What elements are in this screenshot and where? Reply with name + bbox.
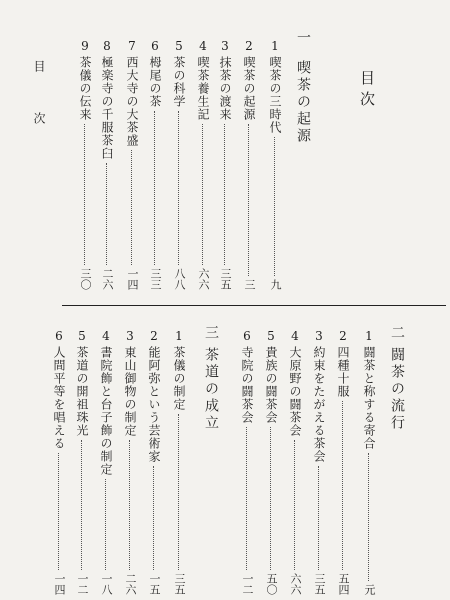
- toc-entry: [194, 40, 212, 290]
- entry-page-number: 三: [243, 279, 256, 290]
- entry-number: 5: [267, 329, 275, 343]
- entry-page-number: 一二: [76, 573, 89, 595]
- toc-entry: [73, 330, 91, 595]
- entry-page-number: 一四: [53, 573, 66, 595]
- entry-title: 茶道の開祖珠光: [75, 346, 89, 437]
- entry-number: 8: [103, 39, 111, 53]
- entry-page-number: 八八: [173, 268, 186, 290]
- entry-number: 2: [245, 39, 253, 53]
- entry-title: 茶の科学: [172, 56, 186, 108]
- entry-title: 極楽寺の千服茶臼: [100, 56, 114, 160]
- entry-page-number: 一二: [241, 573, 254, 595]
- entry-number: 3: [315, 329, 323, 343]
- toc-entry: [334, 330, 352, 595]
- entry-title: 人間平等を唱える: [52, 346, 66, 450]
- entry-title: 四種十服: [336, 346, 350, 398]
- leader-dots: [274, 137, 275, 276]
- entry-number: 5: [175, 39, 183, 53]
- section-divider: [62, 305, 446, 306]
- leader-dots: [131, 150, 132, 265]
- running-head-text: 目次: [32, 60, 46, 164]
- toc-entry: [170, 40, 188, 290]
- entry-title: 喫茶養生記: [196, 56, 210, 121]
- entry-title: 闘茶と称する寄合: [362, 346, 376, 450]
- entry-page-number: 三三: [149, 268, 162, 290]
- toc-entry: [262, 330, 280, 595]
- toc-entry: [240, 40, 258, 290]
- section-title: 茶道の成立: [203, 347, 219, 432]
- entry-title: 茶儀の制定: [172, 346, 186, 411]
- entry-page-number: 二六: [124, 573, 137, 595]
- toc-entry: [97, 330, 115, 595]
- entry-number: 6: [243, 329, 251, 343]
- entry-page-number: 元: [363, 584, 376, 595]
- leader-dots: [224, 124, 225, 265]
- leader-dots: [81, 440, 82, 570]
- toc-entry: [145, 330, 163, 595]
- entry-number: 1: [175, 329, 183, 343]
- toc-entry: [266, 40, 284, 290]
- leader-dots: [246, 427, 247, 570]
- entry-page-number: 五〇: [265, 573, 278, 595]
- leader-dots: [178, 414, 179, 570]
- section-number: 三: [203, 325, 219, 342]
- entry-number: 4: [199, 39, 207, 53]
- leader-dots: [106, 163, 107, 265]
- section-title: 闘茶の流行: [389, 347, 405, 432]
- leader-dots: [294, 440, 295, 570]
- leader-dots: [105, 479, 106, 570]
- toc-entry: [310, 330, 328, 595]
- toc-entry: [50, 330, 68, 595]
- leader-dots: [58, 453, 59, 570]
- entry-page-number: 六六: [289, 573, 302, 595]
- entry-page-number: 六六: [197, 268, 210, 290]
- entry-page-number: 三五: [313, 573, 326, 595]
- entry-title: 栂尾の茶: [148, 56, 162, 108]
- entry-title: 寺院の闘茶会: [240, 346, 254, 424]
- page-title: [358, 70, 376, 116]
- entry-title: 喫茶の三時代: [268, 56, 282, 134]
- entry-page-number: 九: [269, 279, 282, 290]
- entry-title: 茶儀の伝来: [78, 56, 92, 121]
- leader-dots: [248, 124, 249, 276]
- entry-page-number: 一八: [100, 573, 113, 595]
- section-title: 喫茶の起源: [295, 60, 311, 145]
- entry-page-number: 三〇: [79, 268, 92, 290]
- entry-number: 1: [365, 329, 373, 343]
- entry-number: 3: [126, 329, 134, 343]
- toc-entry: [98, 40, 116, 290]
- running-head: [30, 60, 48, 168]
- toc-entry: [121, 330, 139, 595]
- entry-number: 3: [221, 39, 229, 53]
- leader-dots: [129, 440, 130, 570]
- entry-number: 1: [271, 39, 279, 53]
- entry-number: 6: [151, 39, 159, 53]
- leader-dots: [368, 453, 369, 581]
- section-number: 二: [389, 325, 405, 342]
- entry-title: 喫茶の起源: [242, 56, 256, 121]
- leader-dots: [318, 466, 319, 570]
- leader-dots: [178, 111, 179, 265]
- entry-page-number: 二六: [101, 268, 114, 290]
- entry-number: 2: [150, 329, 158, 343]
- entry-title: 約束をたがえる茶会: [312, 346, 326, 463]
- section-number: 一: [295, 30, 311, 47]
- entry-title: 貴族の闘茶会: [264, 346, 278, 424]
- leader-dots: [270, 427, 271, 570]
- page-title-text: 目次: [358, 70, 376, 112]
- leader-dots: [202, 124, 203, 265]
- entry-number: 6: [55, 329, 63, 343]
- entry-page-number: 一五: [148, 573, 161, 595]
- entry-page-number: 三五: [173, 573, 186, 595]
- toc-entry: [76, 40, 94, 290]
- entry-number: 7: [128, 39, 136, 53]
- toc-entry: [216, 40, 234, 290]
- entry-title: 東山御物の制定: [123, 346, 137, 437]
- entry-title: 西大寺の大茶盛: [125, 56, 139, 147]
- entry-number: 9: [81, 39, 89, 53]
- entry-number: 4: [102, 329, 110, 343]
- leader-dots: [342, 401, 343, 570]
- entry-number: 5: [78, 329, 86, 343]
- entry-number: 2: [339, 329, 347, 343]
- leader-dots: [154, 111, 155, 265]
- toc-entry: [146, 40, 164, 290]
- entry-title: 能阿弥という芸術家: [147, 346, 161, 463]
- entry-number: 4: [291, 329, 299, 343]
- toc-entry: [360, 330, 378, 595]
- toc-entry: [123, 40, 141, 290]
- toc-entry: [170, 330, 188, 595]
- entry-page-number: 一四: [126, 268, 139, 290]
- leader-dots: [84, 124, 85, 265]
- entry-title: 書院飾と台子飾の制定: [99, 346, 113, 476]
- entry-page-number: 五四: [337, 573, 350, 595]
- toc-entry: [286, 330, 304, 595]
- entry-title: 大原野の闘茶会: [288, 346, 302, 437]
- entry-title: 抹茶の渡来: [218, 56, 232, 121]
- leader-dots: [153, 466, 154, 570]
- toc-entry: [238, 330, 256, 595]
- entry-page-number: 三五: [219, 268, 232, 290]
